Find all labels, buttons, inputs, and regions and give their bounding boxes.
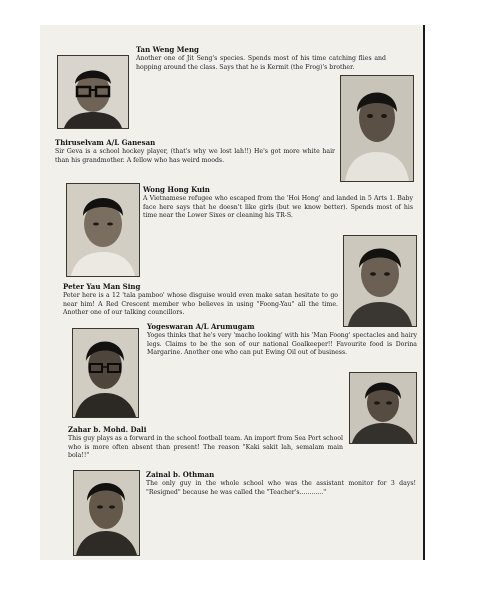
portrait-photo <box>66 183 140 277</box>
portrait-photo <box>57 55 129 129</box>
portrait-photo <box>349 372 417 444</box>
student-name: Zainal b. Othman <box>146 470 215 479</box>
student-name: Zahar b. Mohd. Dali <box>68 425 147 434</box>
page-edge <box>423 25 425 560</box>
student-bio: Peter here is a 12 'tala pamboo' whose disguise would even make satan hesitate to go near him! A Red Crescent member who believes in using "Foong-Yau" all the time. Another one of our talking councillors. <box>63 292 338 316</box>
student-bio: Sir Geva is a school hockey player, (that's why we lost lah!!) He's got more white hair than his grandmother. A fellow who has weird moods. <box>55 148 335 164</box>
student-name: Peter Yau Man Sing <box>63 282 141 291</box>
portrait-photo <box>72 328 139 418</box>
student-bio: This guy plays as a forward in the school football team. An import from Sea Port school who is more often absent than present! The reason "Kaki sakit lah, semalam main bola!!" <box>68 435 343 459</box>
student-name: Wong Hong Kuin <box>143 185 210 194</box>
student-bio: Yoges thinks that he's very 'macho looking' with his 'Man Foong' spectacles and hairy legs. Claims to be the son of our national Goalkeeper!! Favourite food is Dorina Margarine. Another one who can put Ewing Oil out of business. <box>147 332 417 356</box>
student-bio: The only guy in the whole school who was the assistant monitor for 3 days! "Resigned" because he was called the "Teacher's............" <box>146 480 416 496</box>
portrait-photo <box>340 75 414 182</box>
student-name: Tan Weng Meng <box>136 45 199 54</box>
student-name: Yogeswaran A/L Arumugam <box>147 322 255 331</box>
student-bio: A Vietnamese refugee who escaped from the 'Hoi Hong' and landed in 5 Arts 1. Baby face here says that he doesn't like girls (but we know better). Spends most of his time near the Lower Sixes or cleaning his TR-S. <box>143 195 413 219</box>
portrait-photo <box>73 470 140 556</box>
student-name: Thiruselvam A/L Ganesan <box>55 138 156 147</box>
portrait-photo <box>343 235 417 327</box>
student-bio: Another one of Jit Seng's species. Spends most of his time catching flies and hopping around the class. Says that he is Kermit (the Frog)'s brother. <box>136 55 386 71</box>
